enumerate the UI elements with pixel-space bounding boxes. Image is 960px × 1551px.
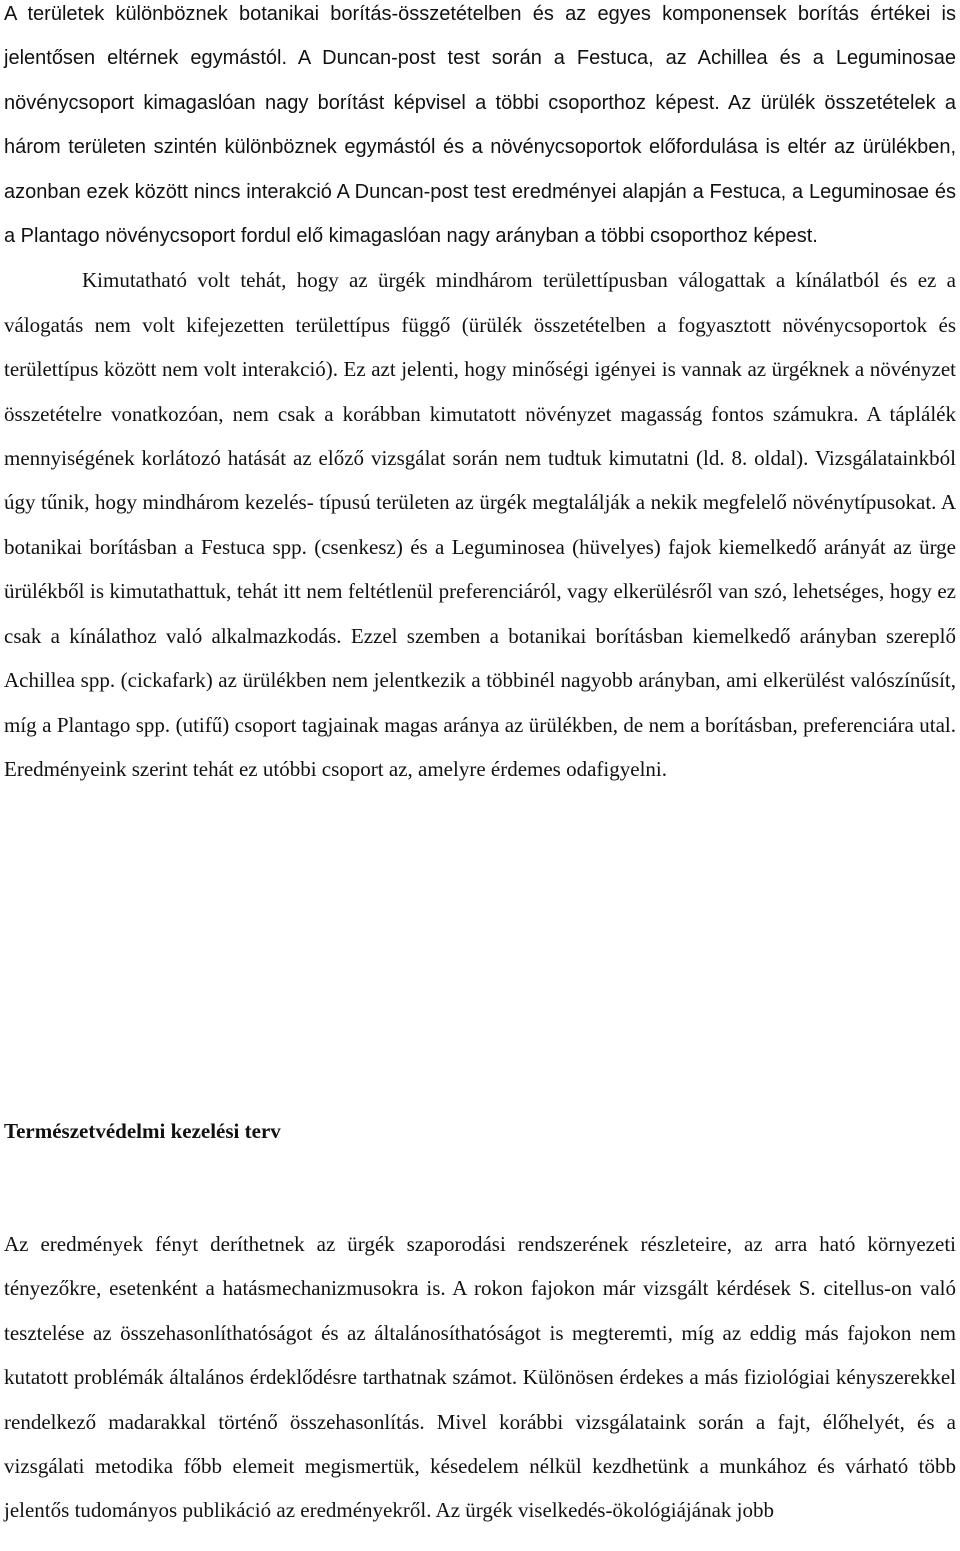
section-heading: Természetvédelmi kezelési terv xyxy=(4,1119,281,1143)
paragraph-botanical-cover: A területek különböznek botanikai borítás-összetételben és az egyes komponensek borítás értékei is jelentősen eltérnek egymástól. A Duncan-post test során a Festuca, az Achillea és a Leguminosae növénycsoport kimagaslóan nagy borítást képvisel a többi csoporthoz képest. Az ürülék összetételek a három területen szintén különböznek egymástól és a növénycsoportok előfordulása is eltér az ürülékben, azonban ezek között nincs interakció A Duncan-post test eredményei alapján a Festuca, a Leguminosae és a Plantago növénycsoport fordul elő kimagaslóan nagy arányban a többi csoporthoz képest. xyxy=(4,3,956,248)
paragraph-selection-results: Kimutatható volt tehát, hogy az ürgék mindhárom területtípusban válogattak a kínálatból és ez a válogatás nem volt kifejezetten területtípus függő (ürülék összetételben a fogyasztott növénycsoportok és területtípus között nem volt interakció). Ez azt jelenti, hogy minőségi igényei is vannak az ürgéknek a növényzet összetételre vonatkozóan, nem csak a korábban kimutatott növényzet magasság fontos számukra. A táplálék mennyiségének korlátozó hatását az előző vizsgálat során nem tudtuk kimutatni (ld. 8. oldal). Vizsgálatainkból úgy tűnik, hogy mindhárom kezelés- típusú területen az ürgék megtalálják a nekik megfelelő növénytípusokat. A botanikai borításban a Festuca spp. (csenkesz) és a Leguminosea (hüvelyes) fajok kiemelkedő arányát az ürge ürülékből is kimutathattuk, tehát itt nem feltétlenül preferenciáról, vagy elkerülésről van szó, lehetséges, hogy ez csak a kínálathoz való alkalmazkodás. Ezzel szemben a botanikai borításban kiemelkedő arányban szereplő Achillea spp. (cickafark) az ürülékben nem jelentkezik a többinél nagyobb arányban, ami elkerülést valószínűsít, míg a Plantago spp. (utifű) csoport tagjainak magas aránya az ürülékben, de nem a borításban, preferenciára utal. Eredményeink szerint tehát ez utóbbi csoport az, amelyre érdemes odafigyelni. xyxy=(4,268,956,781)
paragraph-management-plan: Az eredmények fényt deríthetnek az ürgék szaporodási rendszerének részleteire, az arra ható környezeti tényezőkre, esetenként a hatásmechanizmusokra is. A rokon fajokon már vizsgált kérdések S. citellus-on való tesztelése az összehasonlíthatóságot és az általánosíthatóságot is megteremti, míg az eddig más fajokon nem kutatott problémák általános érdeklődésre tarthatnak számot. Különösen érdekes a más fiziológiai kényszerekkel rendelkező madarakkal történő összehasonlítás. Mivel korábbi vizsgálataink során a fajt, élőhelyét, és a vizsgálati metodika főbb elemeit megismertük, késedelem nélkül kezdhetünk a munkához és várható több jelentős tudományos publikáció az eredményekről. Az ürgék viselkedés-ökológiájának jobb xyxy=(4,1232,956,1523)
